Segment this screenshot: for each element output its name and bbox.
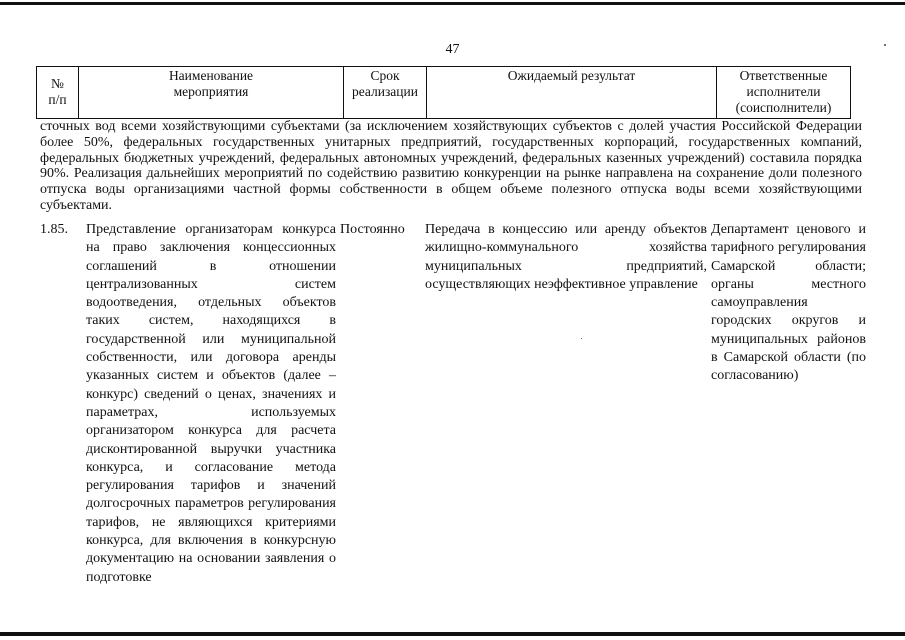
row-measure-name: Представление организаторам конкурса на право заключения концессионных соглашений в отношении централизованных систем водоотведения, отдельных объектов таких систем, находящихся в государственной или муниципальной собственности, или договора аренды указанных систем и объектов (далее – конкурс) сведений о ценах, значениях и параметрах, используемых организатором конкурса для расчета дисконтированной выручки участника конкурса, и согласование метода регулирования тарифов и значений долгосрочных параметров регулирования тарифов, не являющихся критериями конкурса, для включения в конкурсную документацию на основании заявления о подготовке xyxy=(86,222,336,585)
header-name-label: Наименование мероприятия xyxy=(168,68,254,99)
header-name-cell xyxy=(79,67,344,119)
header-responsible-label: Ответственные исполнители (соисполнители) xyxy=(735,68,832,115)
header-number-label: № п/п xyxy=(48,76,67,107)
page-number: 47 xyxy=(445,42,460,57)
row-responsible: Департамент ценового и тарифного регулирования Самарской области; органы местного самоуправления городских округов и муниципальных районов в Самарской области (по согласованию) xyxy=(711,222,866,384)
row-term: Постоянно xyxy=(340,222,405,237)
header-term-cell xyxy=(344,67,427,119)
table-header xyxy=(36,66,851,119)
row-expected-result: Передача в концессию или аренду объектов жилищно-коммунального хозяйства муниципальных предприятий, осуществляющих неэффективное управление xyxy=(425,222,707,292)
bottom-border-rule xyxy=(0,632,905,636)
header-result-cell xyxy=(427,67,717,119)
table-row xyxy=(40,221,866,587)
header-result-label: Ожидаемый результат xyxy=(507,68,636,83)
header-term-label: Срок реализации xyxy=(352,68,418,99)
header-responsible-cell xyxy=(717,67,851,119)
header-number-cell xyxy=(37,67,79,119)
row-number: 1.85. xyxy=(40,222,68,237)
top-border-rule xyxy=(0,2,905,5)
continuation-paragraph: сточных вод всеми хозяйствующими субъектами (за исключением хозяйствующих субъектов с долей участия Российской Федерации более 50%, федеральных государственных унитарных предприятий, государственных корпораций, государственных компаний, федеральных бюджетных учреждений, федеральных автономных учреждений, федеральных казенных учреждений) составила порядка 90%. Реализация дальнейших мероприятий по содействию развитию конкуренции на рынке направлена на сохранение доли полезного отпуска воды организациями частной формы собственности в общем объеме полезного отпуска воды всеми хозяйствующими субъектами. xyxy=(40,119,862,213)
